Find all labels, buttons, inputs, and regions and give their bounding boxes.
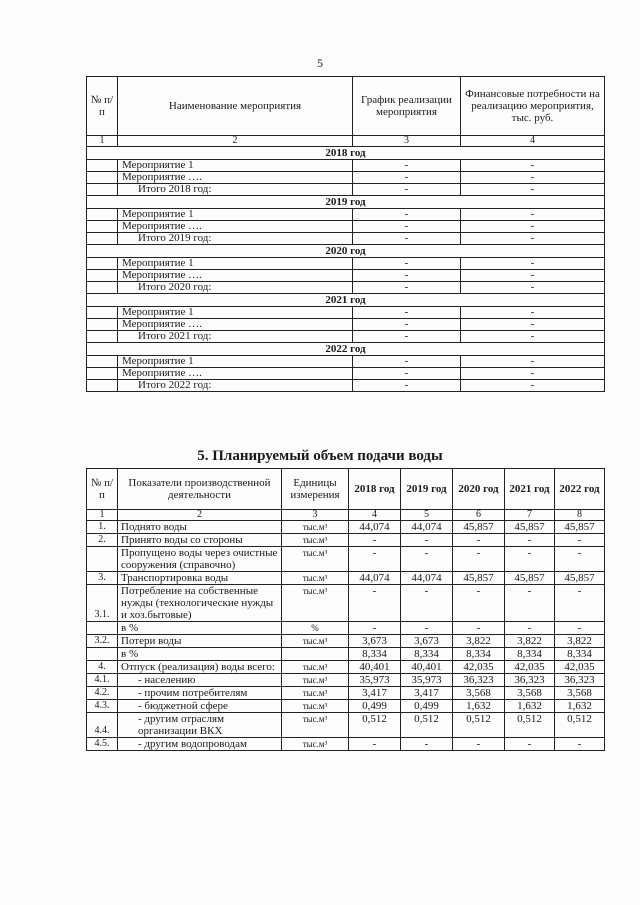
indicator-name: Отпуск (реализация) воды всего: (118, 661, 282, 674)
year-value: 8,334 (401, 648, 453, 661)
year-value: - (555, 547, 605, 572)
header-year: 2021 год (505, 469, 555, 510)
row-num (87, 547, 118, 572)
year-value: - (555, 585, 605, 622)
year-value: - (401, 585, 453, 622)
schedule-value: - (353, 233, 461, 245)
schedule-value: - (353, 209, 461, 221)
row-num (87, 233, 118, 245)
year-value: - (505, 622, 555, 635)
row-num (87, 282, 118, 294)
schedule-value: - (353, 172, 461, 184)
schedule-value: - (353, 368, 461, 380)
finance-value: - (461, 282, 605, 294)
col-number: 7 (505, 510, 555, 521)
total-row (87, 331, 605, 343)
year-value: - (349, 547, 401, 572)
year-value: - (349, 534, 401, 547)
indicator-name: Потери воды (118, 635, 282, 648)
year-value: 36,323 (555, 674, 605, 687)
year-label: 2022 год (87, 343, 605, 356)
header-year: 2022 год (555, 469, 605, 510)
schedule-value: - (353, 319, 461, 331)
year-value: - (401, 738, 453, 751)
indicator-name: Пропущено воды через очистные сооружения (справочно) (118, 547, 282, 572)
event-row (87, 307, 605, 319)
row-num: 4.4. (87, 713, 118, 738)
year-value: 44,074 (401, 521, 453, 534)
year-value: 44,074 (349, 572, 401, 585)
row-num (87, 160, 118, 172)
unit: тыс.м³ (282, 521, 349, 534)
indicator-name: в % (118, 648, 282, 661)
year-value: 8,334 (349, 648, 401, 661)
indicator-name: Принято воды со стороны (118, 534, 282, 547)
finance-value: - (461, 368, 605, 380)
year-value: 42,035 (505, 661, 555, 674)
event-name: Мероприятие …. (118, 270, 353, 282)
year-row (87, 245, 605, 258)
year-row (87, 343, 605, 356)
indicator-name: - другим отраслям организации ВКХ (118, 713, 282, 738)
year-value: 3,417 (401, 687, 453, 700)
year-row (87, 196, 605, 209)
header-num: № п/п (87, 469, 118, 510)
col-number: 2 (118, 510, 282, 521)
year-value: - (555, 622, 605, 635)
year-value: 8,334 (505, 648, 555, 661)
year-value: 3,822 (453, 635, 505, 648)
row-num (87, 209, 118, 221)
row-num: 1. (87, 521, 118, 534)
row-num: 3. (87, 572, 118, 585)
year-value: 35,973 (401, 674, 453, 687)
event-row (87, 258, 605, 270)
row-num (87, 319, 118, 331)
year-value: 1,632 (453, 700, 505, 713)
row-num: 4.2. (87, 687, 118, 700)
year-value: - (505, 534, 555, 547)
year-value: 45,857 (555, 521, 605, 534)
table-row (87, 674, 605, 687)
col-number: 4 (349, 510, 401, 521)
year-value: 1,632 (555, 700, 605, 713)
indicator-name: - прочим потребителям (118, 687, 282, 700)
finance-value: - (461, 172, 605, 184)
schedule-value: - (353, 307, 461, 319)
year-value: 3,568 (505, 687, 555, 700)
event-row (87, 319, 605, 331)
year-label: 2020 год (87, 245, 605, 258)
year-value: 45,857 (555, 572, 605, 585)
table-row (87, 622, 605, 635)
col-number: 1 (87, 136, 118, 147)
event-row (87, 270, 605, 282)
schedule-value: - (353, 258, 461, 270)
table-row (87, 648, 605, 661)
year-value: 0,512 (555, 713, 605, 738)
table-row (87, 534, 605, 547)
finance-value: - (461, 233, 605, 245)
year-value: 3,568 (453, 687, 505, 700)
finance-value: - (461, 270, 605, 282)
year-value: 0,512 (453, 713, 505, 738)
schedule-value: - (353, 270, 461, 282)
year-value: 35,973 (349, 674, 401, 687)
col-number: 4 (461, 136, 605, 147)
unit: тыс.м³ (282, 713, 349, 738)
event-row (87, 160, 605, 172)
year-value: 45,857 (453, 572, 505, 585)
header-schedule: График реализации мероприятия (353, 77, 461, 136)
event-name: Мероприятие …. (118, 368, 353, 380)
year-value: - (453, 534, 505, 547)
year-value: - (401, 547, 453, 572)
schedule-value: - (353, 184, 461, 196)
table-row (87, 585, 605, 622)
year-value: - (349, 585, 401, 622)
header-year: 2020 год (453, 469, 505, 510)
row-num (87, 648, 118, 661)
row-num (87, 184, 118, 196)
indicator-name: - населению (118, 674, 282, 687)
event-row (87, 368, 605, 380)
year-value: - (453, 622, 505, 635)
finance-value: - (461, 184, 605, 196)
year-label: 2021 год (87, 294, 605, 307)
total-row (87, 282, 605, 294)
indicator-name: Поднято воды (118, 521, 282, 534)
year-value: 0,512 (401, 713, 453, 738)
row-num (87, 356, 118, 368)
finance-value: - (461, 221, 605, 233)
col-number: 3 (282, 510, 349, 521)
table-row (87, 521, 605, 534)
header-name: Наименование мероприятия (118, 77, 353, 136)
finance-value: - (461, 209, 605, 221)
year-value: 44,074 (349, 521, 401, 534)
row-num (87, 307, 118, 319)
year-value: 3,417 (349, 687, 401, 700)
event-row (87, 221, 605, 233)
total-label: Итого 2022 год: (118, 380, 353, 392)
indicator-name: Потребление на собственные нужды (технологические нужды и хоз.бытовые) (118, 585, 282, 622)
event-name: Мероприятие …. (118, 319, 353, 331)
plan-table-col-numbers (87, 136, 605, 147)
event-name: Мероприятие 1 (118, 307, 353, 319)
section-title: 5. Планируемый объем подачи воды (197, 448, 443, 464)
event-name: Мероприятие …. (118, 221, 353, 233)
year-value: 3,822 (555, 635, 605, 648)
total-label: Итого 2018 год: (118, 184, 353, 196)
unit: тыс.м³ (282, 674, 349, 687)
table-row (87, 738, 605, 751)
year-value: 3,673 (349, 635, 401, 648)
year-value: 40,401 (349, 661, 401, 674)
year-value: 0,512 (349, 713, 401, 738)
indicator-name: Транспортировка воды (118, 572, 282, 585)
row-num: 4.1. (87, 674, 118, 687)
unit (282, 648, 349, 661)
year-value: 36,323 (505, 674, 555, 687)
unit: % (282, 622, 349, 635)
row-num: 4. (87, 661, 118, 674)
event-name: Мероприятие 1 (118, 209, 353, 221)
row-num (87, 270, 118, 282)
finance-value: - (461, 319, 605, 331)
year-value: 3,568 (555, 687, 605, 700)
schedule-value: - (353, 282, 461, 294)
year-row (87, 294, 605, 307)
year-value: 45,857 (505, 521, 555, 534)
unit: тыс.м³ (282, 661, 349, 674)
finance-value: - (461, 258, 605, 270)
table-row (87, 661, 605, 674)
table-row (87, 687, 605, 700)
year-value: 42,035 (555, 661, 605, 674)
row-num (87, 622, 118, 635)
year-value: 45,857 (453, 521, 505, 534)
unit: тыс.м³ (282, 534, 349, 547)
table-row (87, 547, 605, 572)
year-value: 0,512 (505, 713, 555, 738)
year-value: - (349, 622, 401, 635)
col-number: 3 (353, 136, 461, 147)
year-label: 2019 год (87, 196, 605, 209)
page-number: 5 (317, 56, 323, 70)
header-indicator: Показатели производственной деятельности (118, 469, 282, 510)
year-value: 44,074 (401, 572, 453, 585)
total-label: Итого 2019 год: (118, 233, 353, 245)
unit: тыс.м³ (282, 635, 349, 648)
year-value: 0,499 (401, 700, 453, 713)
row-num (87, 221, 118, 233)
plan-table-header (87, 77, 605, 136)
year-value: 36,323 (453, 674, 505, 687)
row-num (87, 368, 118, 380)
year-value: 45,857 (505, 572, 555, 585)
table-row (87, 700, 605, 713)
year-value: - (555, 738, 605, 751)
year-value: 3,822 (505, 635, 555, 648)
row-num (87, 380, 118, 392)
row-num: 4.5. (87, 738, 118, 751)
year-value: 8,334 (453, 648, 505, 661)
schedule-value: - (353, 331, 461, 343)
year-value: - (453, 738, 505, 751)
unit: тыс.м³ (282, 547, 349, 572)
col-number: 6 (453, 510, 505, 521)
total-label: Итого 2020 год: (118, 282, 353, 294)
total-row (87, 184, 605, 196)
col-number: 1 (87, 510, 118, 521)
indicator-name: в % (118, 622, 282, 635)
year-value: - (401, 622, 453, 635)
table-row (87, 572, 605, 585)
year-row (87, 147, 605, 160)
event-name: Мероприятие 1 (118, 258, 353, 270)
total-row (87, 233, 605, 245)
plan-table (86, 76, 605, 392)
year-value: - (453, 585, 505, 622)
year-value: 8,334 (555, 648, 605, 661)
header-year: 2018 год (349, 469, 401, 510)
table-row (87, 635, 605, 648)
water-table (86, 468, 605, 751)
year-value: 1,632 (505, 700, 555, 713)
header-finance: Финансовые потребности на реализацию мероприятия, тыс. руб. (461, 77, 605, 136)
year-value: 3,673 (401, 635, 453, 648)
table-row (87, 713, 605, 738)
year-value: 42,035 (453, 661, 505, 674)
year-value: - (453, 547, 505, 572)
schedule-value: - (353, 160, 461, 172)
event-row (87, 209, 605, 221)
year-value: - (401, 534, 453, 547)
schedule-value: - (353, 221, 461, 233)
finance-value: - (461, 380, 605, 392)
col-number: 5 (401, 510, 453, 521)
year-value: - (505, 738, 555, 751)
col-number: 2 (118, 136, 353, 147)
total-label: Итого 2021 год: (118, 331, 353, 343)
event-row (87, 356, 605, 368)
col-number: 8 (555, 510, 605, 521)
header-year: 2019 год (401, 469, 453, 510)
row-num: 2. (87, 534, 118, 547)
year-value: - (349, 738, 401, 751)
header-num: № п/п (87, 77, 118, 136)
water-table-col-numbers (87, 510, 605, 521)
event-name: Мероприятие …. (118, 172, 353, 184)
year-value: 40,401 (401, 661, 453, 674)
total-row (87, 380, 605, 392)
indicator-name: - бюджетной сфере (118, 700, 282, 713)
unit: тыс.м³ (282, 700, 349, 713)
year-value: - (555, 534, 605, 547)
event-row (87, 172, 605, 184)
row-num: 3.2. (87, 635, 118, 648)
row-num: 3.1. (87, 585, 118, 622)
row-num (87, 172, 118, 184)
row-num (87, 258, 118, 270)
finance-value: - (461, 160, 605, 172)
water-table-header (87, 469, 605, 510)
unit: тыс.м³ (282, 738, 349, 751)
unit: тыс.м³ (282, 572, 349, 585)
finance-value: - (461, 331, 605, 343)
unit: тыс.м³ (282, 585, 349, 622)
year-value: - (505, 585, 555, 622)
year-value: - (505, 547, 555, 572)
row-num (87, 331, 118, 343)
year-label: 2018 год (87, 147, 605, 160)
finance-value: - (461, 356, 605, 368)
schedule-value: - (353, 356, 461, 368)
event-name: Мероприятие 1 (118, 356, 353, 368)
unit: тыс.м³ (282, 687, 349, 700)
header-unit: Единицы измерения (282, 469, 349, 510)
year-value: 0,499 (349, 700, 401, 713)
row-num: 4.3. (87, 700, 118, 713)
finance-value: - (461, 307, 605, 319)
indicator-name: - другим водопроводам (118, 738, 282, 751)
event-name: Мероприятие 1 (118, 160, 353, 172)
schedule-value: - (353, 380, 461, 392)
